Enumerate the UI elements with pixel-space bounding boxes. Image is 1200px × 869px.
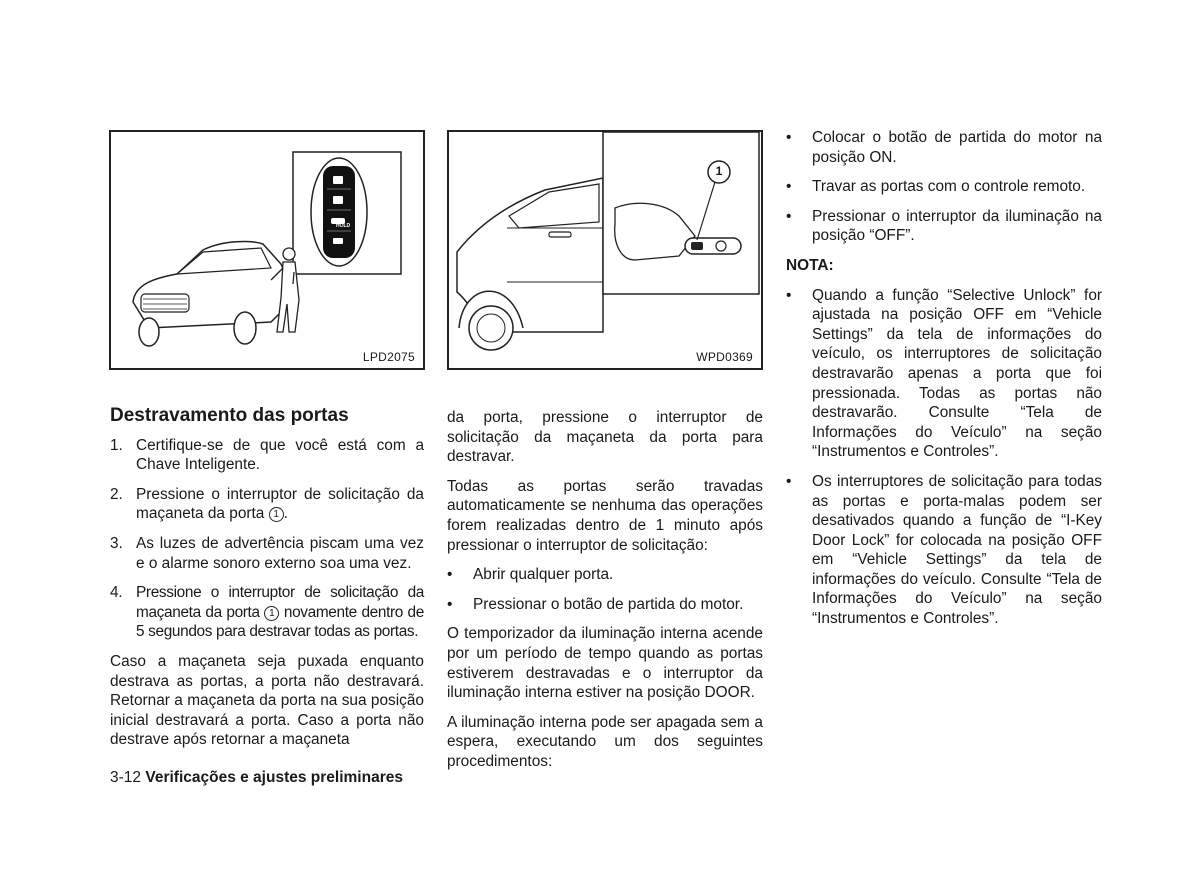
- bullet-text: Colocar o botão de partida do motor na posição ON.: [812, 129, 1102, 166]
- callout-ref: 1: [264, 606, 279, 621]
- bullet: •: [447, 566, 453, 584]
- bullet: •: [447, 595, 453, 613]
- callout-ref: 1: [269, 507, 284, 522]
- bullet: •: [786, 472, 792, 490]
- list-item: [110, 534, 424, 573]
- step-text: As luzes de advertência piscam uma vez e o alarme sonoro externo soa uma vez.: [136, 534, 424, 572]
- bullet: •: [786, 286, 792, 304]
- list-item: [110, 583, 424, 642]
- page-number: 3-12: [110, 769, 142, 786]
- bullet: •: [786, 178, 792, 196]
- column-right: [786, 128, 1102, 639]
- section-title: Verificações e ajustes preliminares: [145, 769, 403, 786]
- list-item: [447, 565, 763, 585]
- step-number: 1.: [110, 436, 123, 454]
- list-item: [786, 128, 1102, 167]
- note-heading: NOTA:: [786, 256, 834, 274]
- list-item: [786, 207, 1102, 246]
- list-item: [786, 472, 1102, 629]
- list-item: [110, 485, 424, 524]
- figure-smart-key-car: [109, 130, 425, 370]
- paragraph: O temporizador da iluminação interna acende por um período de tempo quando as portas estiverem destravadas e o interruptor da iluminação interna estiver na posição DOOR.: [447, 625, 763, 702]
- figure-door-handle: [447, 130, 763, 370]
- paragraph: A iluminação interna pode ser apagada sem a espera, executando um dos seguintes procedimentos:: [447, 713, 763, 770]
- note-text: Quando a função “Selective Unlock” for ajustada na posição OFF em “Vehicle Settings” da tela de informações do veículo, os interruptores de solicitação destravarão apenas a porta que foi pressionada. Todas as portas não destravarão. Consulte “Tela de Informações do Veículo” na seção “Instrumentos e Controles”.: [812, 286, 1102, 461]
- paragraph: Caso a maçaneta seja puxada enquanto destrava as portas, a porta não destravará. Retornar a maçaneta da porta na sua posição inicial destravará a porta. Caso a porta não destrave após retornar a maçaneta: [110, 652, 424, 749]
- paragraph: da porta, pressione o interruptor de solicitação da maçaneta da porta para destravar.: [447, 409, 763, 466]
- note-text: Os interruptores de solicitação para todas as portas e porta-malas podem ser desativados quando a função de “I-Key Door Lock” for colocada na posição OFF em “Vehicle Settings” da tela de informações do veículo. Consulte “Tela de Informações do Veículo” na seção “Instrumentos e Controles”.: [812, 472, 1102, 628]
- callout-number: 1: [715, 164, 723, 178]
- bullet-text: Pressionar o botão de partida do motor.: [473, 595, 744, 613]
- figure-code: LPD2075: [362, 350, 415, 364]
- list-item: [447, 595, 763, 615]
- list-item: [786, 177, 1102, 197]
- bullet-text: Pressionar o interruptor da iluminação na posição “OFF”.: [812, 207, 1102, 245]
- step-text: Pressione o interruptor de solicitação da maçaneta da porta 1 .: [136, 485, 424, 523]
- step-number: 3.: [110, 534, 123, 552]
- bullet: •: [786, 207, 792, 225]
- step-number: 4.: [110, 584, 123, 602]
- step-number: 2.: [110, 485, 123, 503]
- bullet-text: Travar as portas com o controle remoto.: [812, 178, 1086, 196]
- section-heading: Destravamento das portas: [110, 405, 349, 426]
- column-left: [110, 406, 424, 760]
- hold-label: HOLD: [336, 223, 351, 229]
- list-item: [786, 286, 1102, 462]
- column-middle: [447, 408, 763, 782]
- car-and-person-illustration: [111, 132, 423, 368]
- step-text: Certifique-se de que você está com a Chave Inteligente.: [136, 436, 424, 474]
- bullet: •: [786, 129, 792, 146]
- step-text: Pressione o interruptor de solicitação da maçaneta da porta 1 novamente dentro de 5 segundos para destravar todas as portas.: [136, 584, 424, 641]
- figure-code: WPD0369: [696, 350, 753, 364]
- paragraph: Todas as portas serão travadas automaticamente se nenhuma das operações forem realizadas dentro de 1 minuto após pressionar o interruptor de solicitação:: [447, 477, 763, 554]
- list-item: [110, 436, 424, 475]
- bullet-text: Abrir qualquer porta.: [473, 566, 614, 584]
- page-footer: [110, 769, 403, 787]
